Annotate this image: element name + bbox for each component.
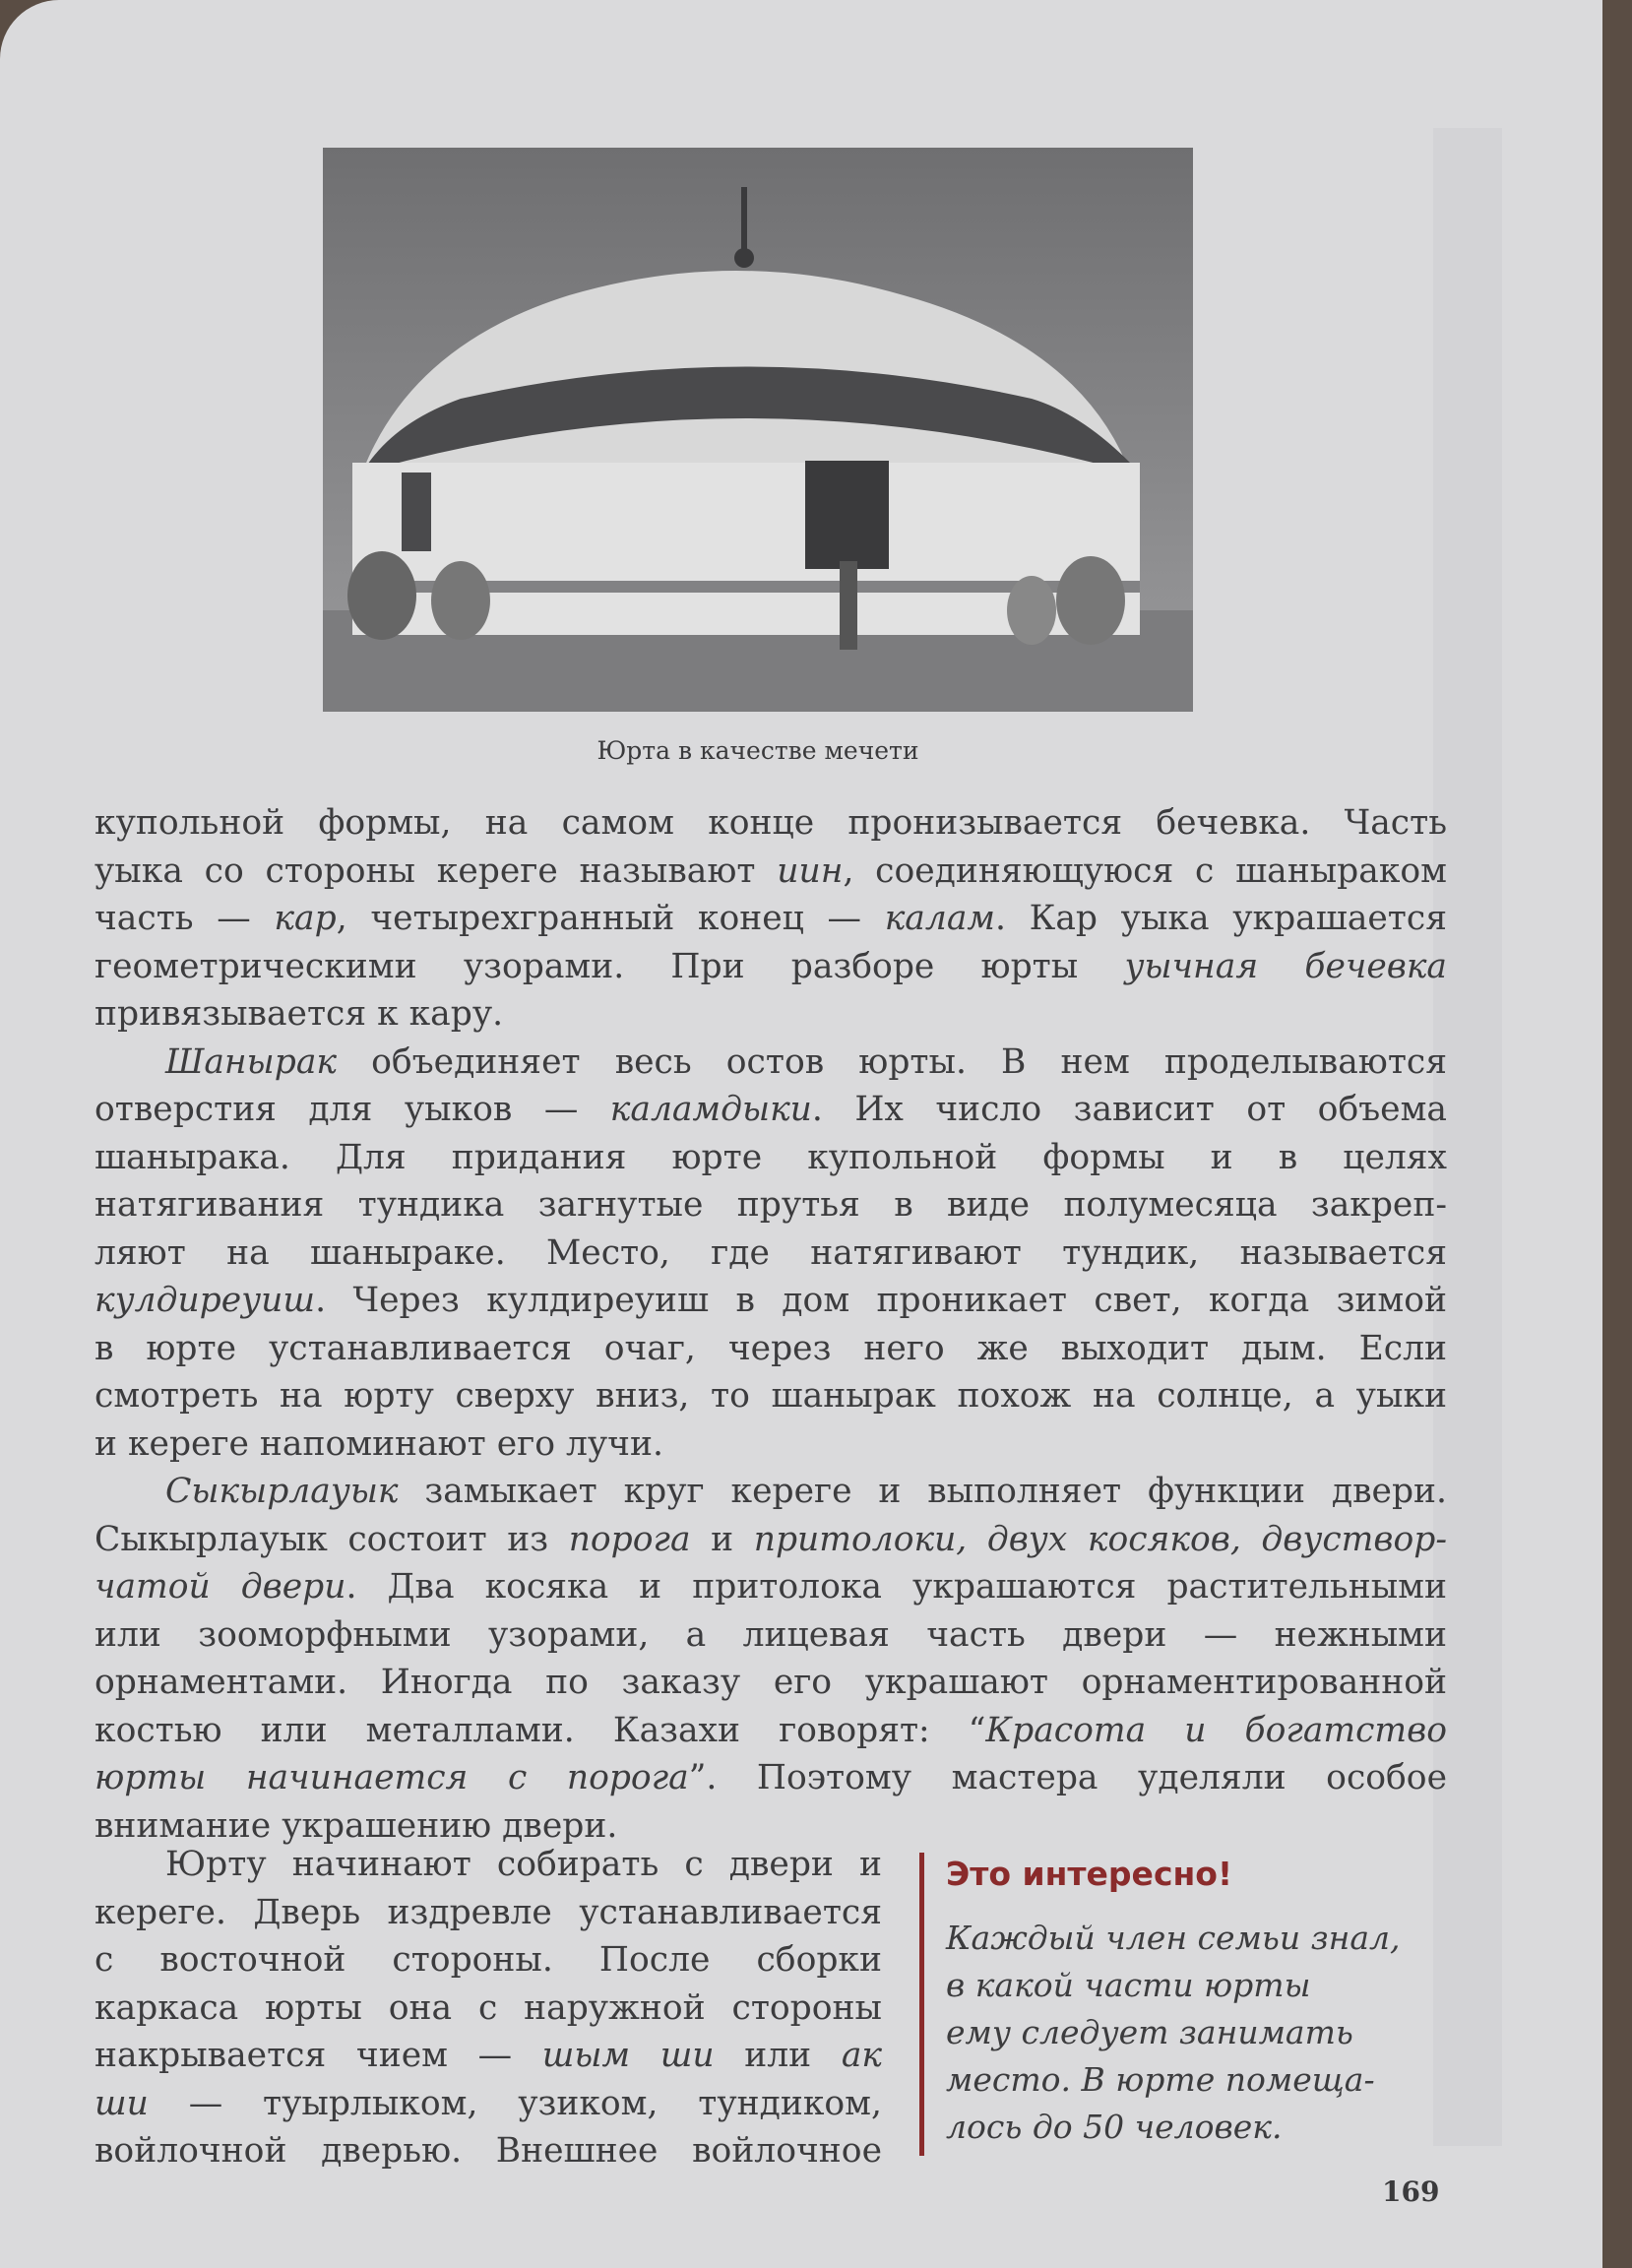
term: Шанырак [165,1041,338,1082]
text-line [94,2080,882,2128]
term: ак [841,2036,882,2075]
text-line [94,1516,1447,1564]
text-line [94,1086,1447,1134]
text-span: . Через кулдиреуиш в дом проникает свет, когда зимой [315,1281,1447,1320]
text-span: накрывается чием — [94,2036,542,2075]
sidebar-line: в какой части юрты [946,1966,1311,2004]
sidebar-line: ему следует занимать [946,2013,1353,2051]
text-line [94,1039,1447,1087]
text-span: — туырлыком, узиком, тундиком, [148,2083,882,2123]
text-line [94,1707,1447,1755]
text-line [94,1984,882,2033]
text-line [94,1181,1447,1229]
main-text [94,799,1447,1850]
text-span: или [714,2036,842,2075]
text-span: купольной формы, на самом конце пронизывается бечевка. Часть [94,803,1447,843]
text-span: ”. Поэтому мастера уделяли особое [688,1758,1447,1797]
term: кулдиреуиш [94,1281,316,1320]
sidebar-line: лось до 50 человек. [946,2108,1283,2146]
text-span: Юрту начинают собирать с двери и [165,1845,882,1884]
sidebar-line: Каждый член семьи знал, [946,1919,1401,1957]
text-span: , соединяющуюся с шаныраком [843,850,1447,891]
text-line [94,1420,1447,1469]
text-span: объединяет весь остов юрты. В нем проделываются [337,1041,1447,1082]
text-line [94,990,1447,1039]
sidebar-line: место. В юрте помеща- [946,2060,1375,2099]
quote: юрты начинается с порога [94,1758,689,1797]
text-line [94,1659,1447,1707]
sidebar-body [946,1915,1477,2151]
text-line [94,895,1447,943]
quote: Красота и богатство [985,1710,1447,1750]
text-line [94,1611,1447,1660]
text-span: замыкает круг кереге и выполняет функции двери. [398,1472,1447,1511]
yurt-photo-icon [323,148,1193,712]
text-span: привязывается к кару. [94,994,504,1034]
text-span: костью или металлами. Казахи говорят: “ [94,1710,986,1750]
term: притолоки, двух косяков, двуствор- [753,1519,1447,1559]
term: Сыкырлауык [165,1472,399,1511]
text-span: кереге. Дверь издревле устанавливается [94,1892,882,1932]
text-span: войлочной дверью. Внешнее войлочное [94,2131,882,2171]
text-line [94,2032,882,2080]
text-span: каркаса юрты она с наружной стороны [94,1987,882,2028]
text-span: Сыкырлауык состоит из [94,1519,569,1559]
text-span: натягивания тундика загнутые прутья в виде полумесяца закреп- [94,1185,1447,1225]
text-span: отверстия для уыков — [94,1090,610,1129]
text-span: шанырака. Для придания юрте купольной формы и в целях [94,1137,1447,1177]
term: шым ши [541,2036,715,2075]
yurt-photo [323,148,1193,712]
text-span: . Кар уыка украшается [995,899,1447,938]
term: кар [274,899,337,938]
text-line [94,1889,882,1937]
text-line [94,1277,1447,1325]
continued-text [94,1841,882,2175]
text-span: с восточной стороны. После сборки [94,1940,882,1980]
interesting-fact-box [919,1853,1477,2156]
text-span: орнаментами. Иногда по заказу его украшают орнаментированной [94,1663,1447,1702]
text-span: ляют на шаныраке. Место, где натягивают тундик, называется [94,1232,1447,1273]
text-span: , четырехгранный конец — [336,899,885,938]
text-span: или зооморфными узорами, а лицевая часть двери — нежными [94,1614,1447,1655]
text-line [94,1325,1447,1373]
term: чатой двери [94,1567,346,1606]
text-span: . Два косяка и притолока украшаются растительными [345,1567,1447,1606]
text-line [94,1229,1447,1278]
text-span: внимание украшению двери. [94,1805,618,1846]
sidebar-title: Это интересно! [946,1855,1233,1893]
term: порога [568,1519,691,1559]
figure-caption: Юрта в качестве мечети [596,736,919,765]
term: калам [884,899,995,938]
text-span: геометрическими узорами. При разборе юрты [94,946,1125,986]
term: каламдыки [609,1090,812,1129]
text-line [94,1563,1447,1611]
term: ши [94,2083,149,2123]
text-line [94,2127,882,2175]
term: уычная бечевка [1124,946,1447,986]
page-number: 169 [1382,2175,1440,2208]
text-line [94,1372,1447,1420]
text-line [94,1841,882,1889]
text-line [94,1468,1447,1516]
text-span: смотреть на юрту сверху вниз, то шанырак похож на солнце, а уыки [94,1376,1447,1416]
text-line [94,848,1447,896]
text-line [94,1754,1447,1802]
text-line [94,1134,1447,1182]
text-span: часть — [94,899,275,938]
text-line [94,1936,882,1984]
text-line [94,943,1447,991]
text-span: в юрте устанавливается очаг, через него же выходит дым. Если [94,1328,1447,1368]
text-span: и кереге напоминают его лучи. [94,1423,663,1464]
text-span: и [690,1519,754,1559]
text-span: уыка со стороны кереге называют [94,850,778,891]
term: иин [777,850,844,891]
text-span: . Их число зависит от объема [811,1090,1447,1129]
text-line [94,799,1447,848]
